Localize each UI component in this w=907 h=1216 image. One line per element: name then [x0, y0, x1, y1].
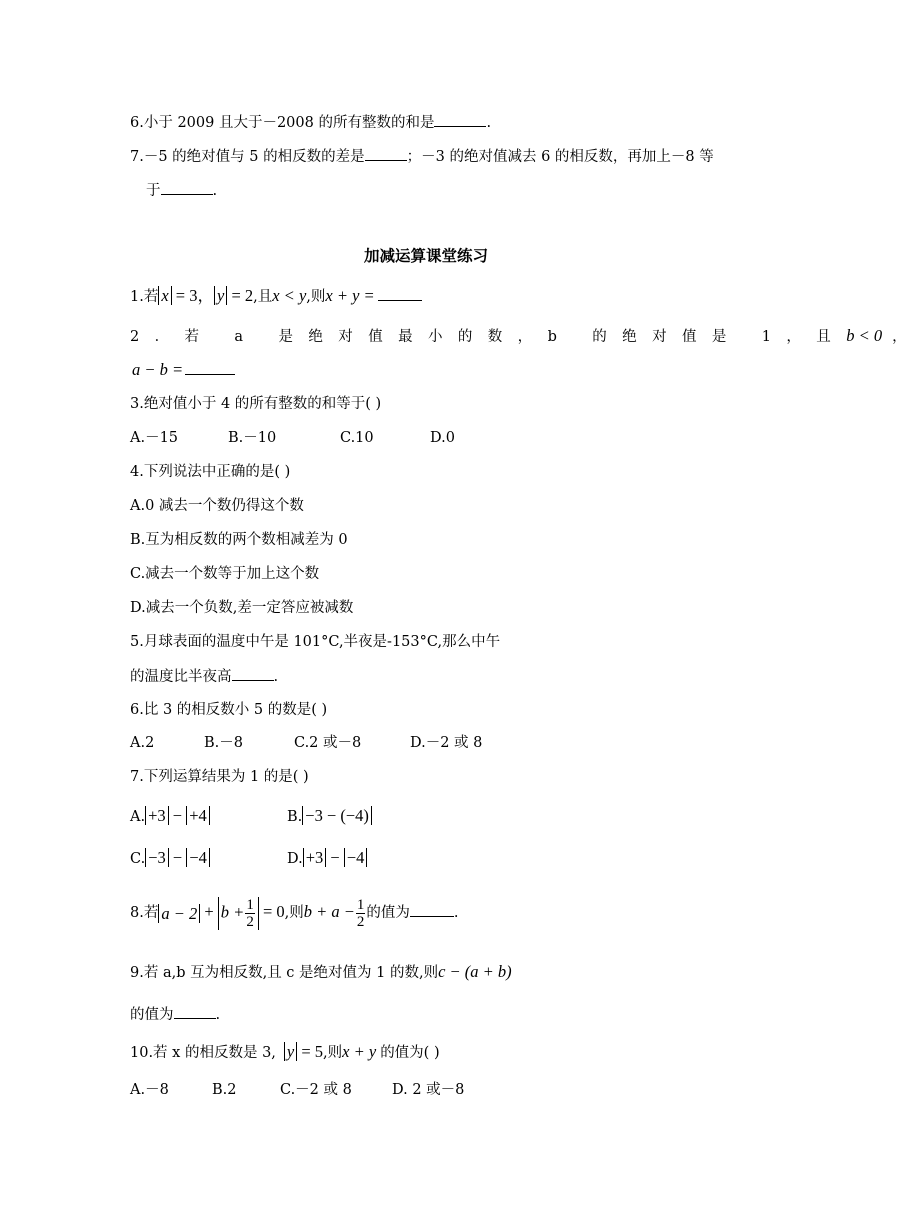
period: .	[273, 669, 279, 685]
q2-condition: b < 0	[846, 326, 883, 345]
q10-eq5: = 5	[297, 1042, 324, 1061]
prev-question-7	[130, 146, 714, 167]
abs-expression: −3 − (−4)	[302, 806, 372, 825]
abs-minus3: −3	[145, 848, 169, 867]
question-10	[130, 1042, 440, 1063]
prev-q7-part-b: ；－3 的绝对值减去 6 的相反数，再加上－8 等	[406, 149, 714, 165]
answer-blank	[365, 146, 407, 161]
abs-x: x	[158, 286, 171, 305]
denominator: 2	[356, 913, 365, 930]
q6-option-b: B.－8	[204, 735, 243, 751]
q2-expression: a − b =	[132, 360, 184, 379]
fraction-half-2	[356, 897, 366, 930]
q6-option-d: D.－2 或 8	[410, 735, 483, 751]
q10-option-d: D. 2 或－8	[392, 1082, 465, 1098]
q1-condition: x < y	[272, 286, 307, 305]
question-5-cont	[130, 666, 278, 687]
q7-option-d	[287, 848, 367, 869]
q10-tail: 的值为( )	[380, 1045, 440, 1061]
q7-option-b	[287, 806, 372, 827]
q6-option-c: C.2 或－8	[294, 735, 362, 751]
q8-expression: b + a −	[303, 902, 355, 921]
question-8	[130, 894, 459, 931]
abs-a-minus-2: a − 2	[158, 904, 200, 923]
q3-option-b: B.－10	[228, 430, 277, 446]
q10-option-c: C.－2 或 8	[280, 1082, 352, 1098]
q5-line2: 的温度比半夜高	[130, 669, 232, 685]
plus-sign: +	[200, 902, 218, 921]
denominator: 2	[246, 913, 254, 930]
q8-b-plus: b +	[220, 901, 245, 921]
question-1	[130, 286, 422, 307]
fraction-half	[245, 897, 255, 930]
q7-d-label: D.	[287, 851, 303, 867]
prev-question-6	[130, 112, 491, 133]
q1-prefix: 1.若	[130, 289, 159, 305]
answer-blank	[232, 666, 274, 681]
q6-option-a: A.2	[130, 735, 155, 751]
q9-line1: 9.若 a,b 互为相反数,且 c 是绝对值为 1 的数,则	[130, 965, 439, 981]
answer-blank	[378, 286, 422, 301]
question-7: 7.下列运算结果为 1 的是( )	[130, 769, 309, 785]
abs-y: y	[214, 286, 227, 305]
period: .	[215, 1007, 221, 1023]
abs-y: y	[284, 1042, 297, 1061]
abs-plus3: +3	[145, 806, 169, 825]
q1-mid: ,且	[253, 289, 273, 305]
period: .	[486, 115, 492, 131]
answer-blank	[174, 1004, 216, 1019]
q1-expression: x + y =	[325, 286, 375, 305]
q7-option-a	[130, 806, 210, 827]
q4-option-b: B.互为相反数的两个数相减差为 0	[130, 532, 348, 548]
question-9	[130, 962, 512, 983]
question-6: 6.比 3 的相反数小 5 的数是( )	[130, 702, 328, 718]
answer-blank	[434, 112, 486, 127]
abs-plus3: +3	[303, 848, 327, 867]
q10-option-b: B.2	[212, 1082, 237, 1098]
prev-q6-text: 6.小于 2009 且大于－2008 的所有整数的和是	[130, 115, 435, 131]
q8-eq0: = 0	[258, 902, 285, 921]
question-4: 4.下列说法中正确的是( )	[130, 464, 291, 480]
q3-option-c: C.10	[340, 430, 374, 446]
period: .	[453, 905, 459, 921]
answer-blank	[410, 902, 454, 917]
question-5: 5.月球表面的温度中午是 101°C,半夜是-153°C,那么中午	[130, 634, 501, 650]
q4-option-d: D.减去一个负数,差一定答应被减数	[130, 600, 354, 616]
q1-mid2: ,则	[306, 289, 326, 305]
q7-a-label: A.	[130, 809, 146, 825]
abs-minus4: −4	[186, 848, 210, 867]
q10-prefix: 10.若 x 的相反数是 3,	[130, 1045, 276, 1061]
answer-blank	[185, 360, 235, 375]
question-3: 3.绝对值小于 4 的所有整数的和等于( )	[130, 396, 382, 412]
q1-eq3: = 3，	[171, 286, 214, 305]
prev-q7-part-a: 7.－5 的绝对值与 5 的相反数的差是	[130, 149, 365, 165]
q10-mid: ,则	[323, 1045, 343, 1061]
abs-plus4: +4	[186, 806, 210, 825]
question-2-cont	[132, 360, 235, 381]
minus-sign: −	[168, 806, 187, 825]
q7-c-label: C.	[130, 851, 146, 867]
minus-sign: −	[168, 848, 187, 867]
q8-prefix: 8.若	[130, 905, 159, 921]
q2-comma: ，	[892, 329, 907, 345]
numerator: 1	[356, 896, 365, 913]
abs-b-plus-half	[218, 897, 259, 930]
q3-option-d: D.0	[430, 430, 455, 446]
q10-option-a: A.－8	[130, 1082, 169, 1098]
minus-sign: −	[326, 848, 344, 867]
q8-then: ,则	[284, 905, 304, 921]
q2-line1: 2．若 a 是绝对值最小的数，b 的绝对值是 1，且	[130, 329, 847, 345]
section-title: 加减运算课堂练习	[364, 247, 489, 265]
q7-b-label: B.	[287, 809, 303, 825]
q1-eq2: = 2	[227, 286, 254, 305]
q9-line2: 的值为	[130, 1007, 174, 1023]
question-9-cont	[130, 1004, 220, 1025]
answer-blank	[161, 180, 213, 195]
q4-option-c: C.减去一个数等于加上这个数	[130, 566, 320, 582]
q8-tail: 的值为	[366, 905, 410, 921]
prev-question-7-cont	[146, 180, 217, 201]
numerator: 1	[246, 896, 254, 913]
prev-q7-part-c: 于	[146, 183, 161, 199]
period: .	[212, 183, 218, 199]
question-2	[130, 326, 907, 347]
q3-option-a: A.－15	[130, 430, 179, 446]
q7-option-c	[130, 848, 210, 869]
q9-expression: c − (a + b)	[438, 962, 512, 981]
abs-minus4: −4	[344, 848, 368, 867]
q10-expression: x + y	[342, 1042, 377, 1061]
q4-option-a: A.0 减去一个数仍得这个数	[130, 498, 304, 514]
